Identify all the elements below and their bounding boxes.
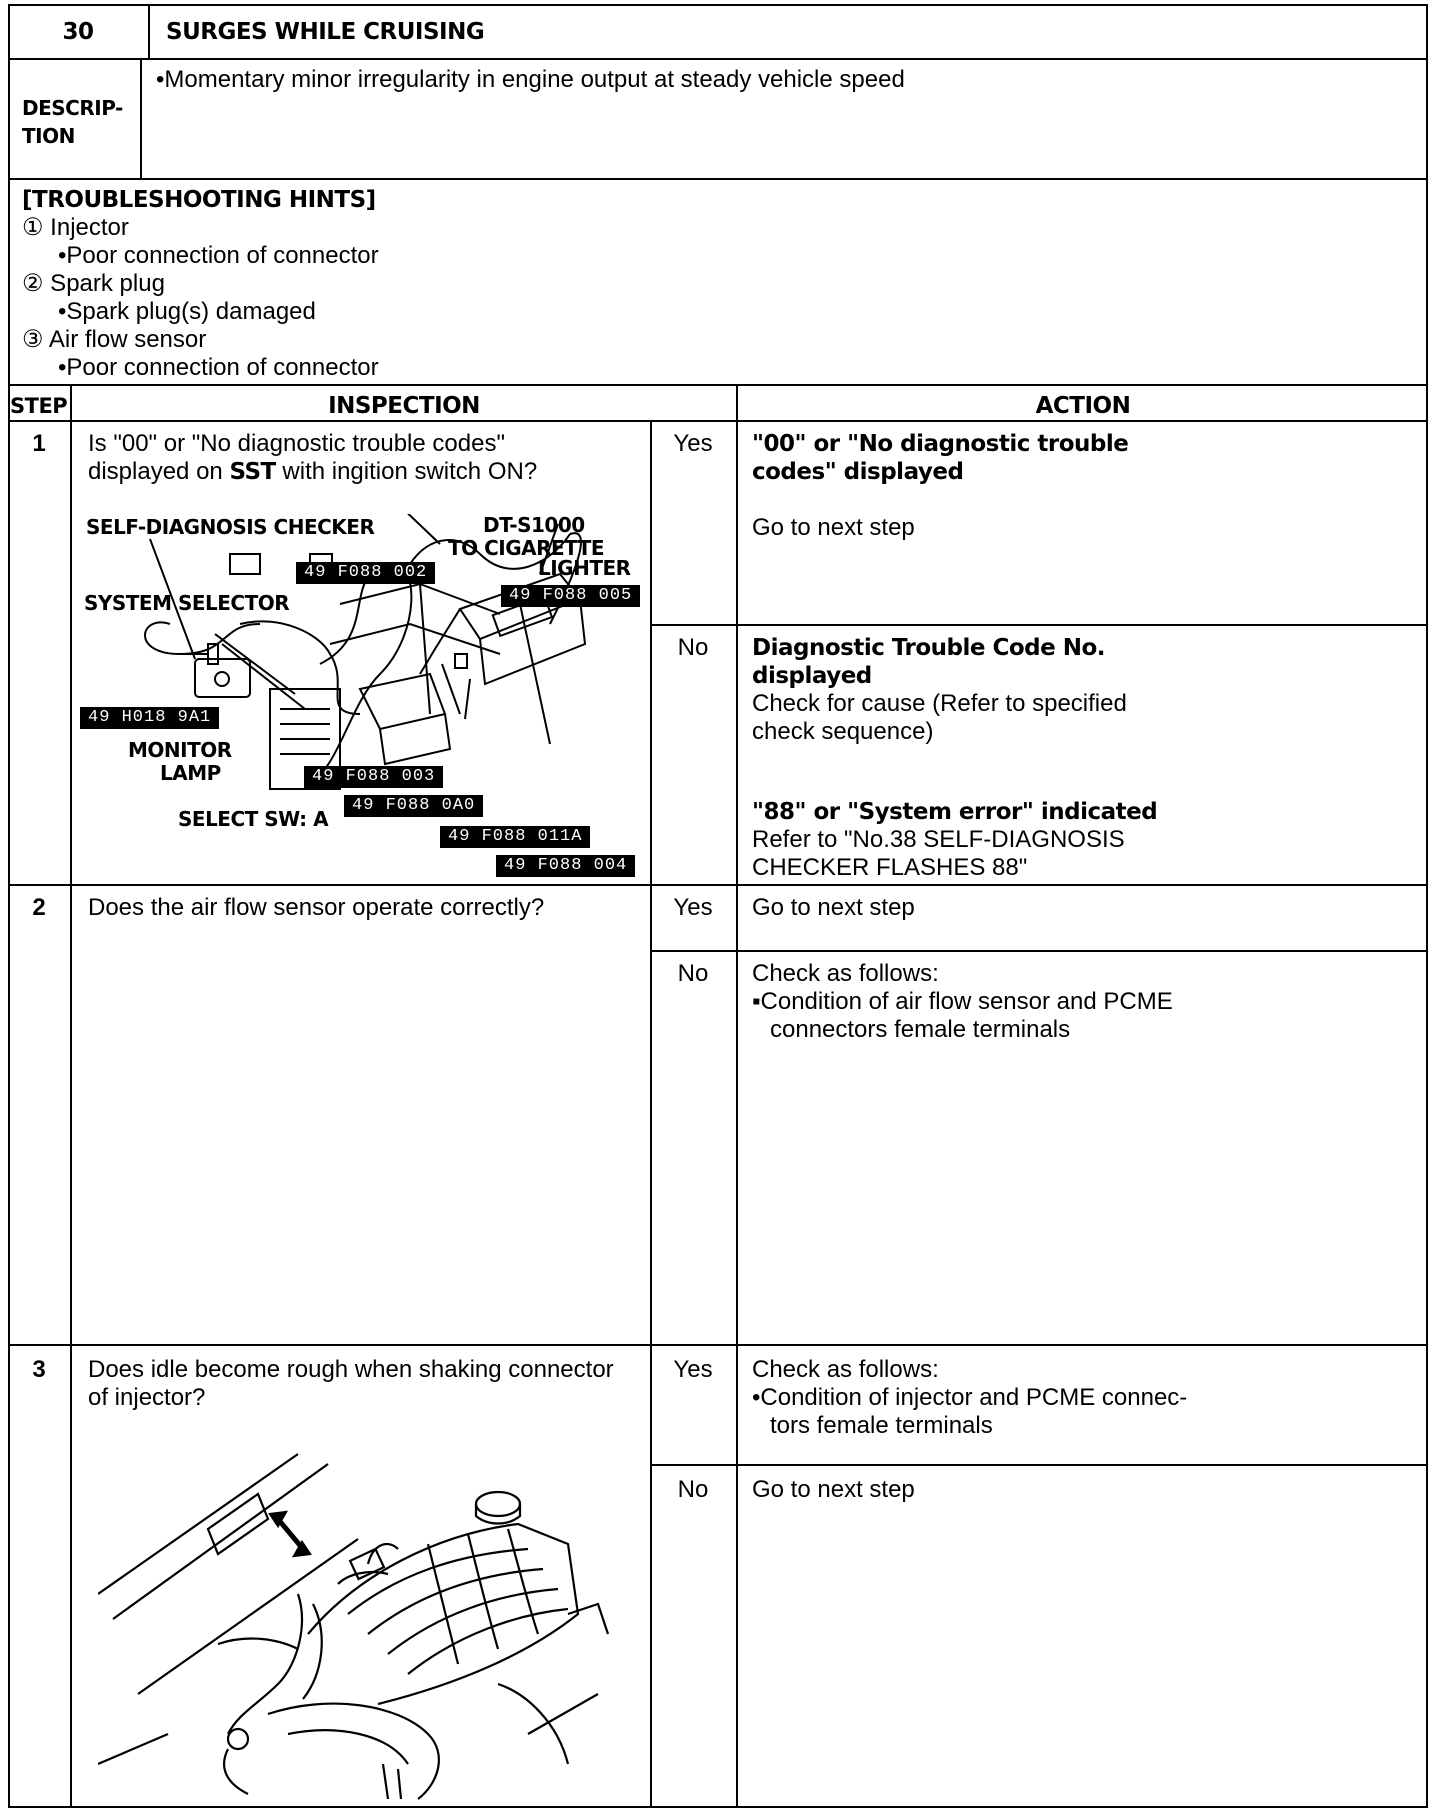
step2-no-action-line3: connectors female terminals [770, 1016, 1071, 1043]
step3-no-label: No [677, 1476, 709, 1503]
description-label-divider [140, 58, 142, 178]
step1-yesno-divider [650, 624, 1428, 626]
label-to-cigarette: TO CIGARETTE [448, 536, 605, 560]
yesno-column-divider [650, 420, 652, 1808]
step3-yes-action-line3: tors female terminals [770, 1412, 993, 1439]
step2-number: 2 [32, 894, 46, 921]
column-header-inspection: INSPECTION [328, 393, 480, 419]
step3-number: 3 [32, 1356, 46, 1383]
label-system-selector: SYSTEM SELECTOR [84, 591, 290, 615]
step1-no-action-line1: Diagnostic Trouble Code No. [752, 635, 1106, 661]
tag-49-f088-005: 49 F088 005 [501, 585, 640, 607]
hint-3-detail: •Poor connection of connector [58, 354, 379, 381]
hint-3-label: ③ Air flow sensor [22, 326, 207, 353]
column-header-action: ACTION [1035, 393, 1131, 419]
tag-49-f088-0a0: 49 F088 0A0 [344, 795, 483, 817]
header-divider [8, 58, 1428, 60]
step1-no-label: No [677, 634, 709, 661]
step3-no-action-line1: Go to next step [752, 1476, 915, 1503]
label-dt-s1000: DT-S1000 [483, 513, 585, 537]
hint-2-detail: •Spark plug(s) damaged [58, 298, 316, 325]
description-label-line1: DESCRIP- [22, 96, 123, 120]
description-text: •Momentary minor irregularity in engine output at steady vehicle speed [156, 66, 905, 93]
step2-yes-action-line1: Go to next step [752, 894, 915, 921]
step1-yes-action-line3: Go to next step [752, 514, 915, 541]
tag-49-h018-9a1: 49 H018 9A1 [80, 707, 219, 729]
step1-inspection-line1: Is "00" or "No diagnostic trouble codes" [88, 430, 505, 457]
tag-49-f088-011a: 49 F088 011A [440, 826, 590, 848]
step1-yes-action-line2: codes" displayed [752, 459, 964, 485]
label-lighter: LIGHTER [538, 556, 631, 580]
step1-inspection-line2 [88, 458, 537, 486]
table-top-border [8, 384, 1428, 386]
tag-49-f088-003: 49 F088 003 [304, 766, 443, 788]
step2-no-action-line1: Check as follows: [752, 960, 939, 987]
step3-yes-label: Yes [673, 1356, 713, 1383]
step1-no-action-line3: Check for cause (Refer to specified [752, 690, 1127, 717]
step1-yes-label: Yes [673, 430, 713, 457]
step2-no-label: No [677, 960, 709, 987]
label-select-sw: SELECT SW: A [178, 807, 329, 831]
step1-number: 1 [32, 430, 46, 457]
sst-label: SST [229, 459, 276, 485]
step2-bottom [8, 1344, 1428, 1346]
table-header-bottom [8, 420, 1428, 422]
step1-no-action-line7: CHECKER FLASHES 88" [752, 854, 1028, 881]
step1-bottom [8, 884, 1428, 886]
column-header-step: STEP [10, 394, 68, 418]
step2-inspection-line1: Does the air flow sensor operate correctly? [88, 894, 545, 921]
tag-49-f088-004: 49 F088 004 [496, 855, 635, 877]
injector-connector-engine-diagram [98, 1434, 618, 1804]
step2-no-action-line2: ▪Condition of air flow sensor and PCME [752, 988, 1173, 1015]
tag-49-f088-002: 49 F088 002 [296, 562, 435, 584]
step1-no-action-line5: "88" or "System error" indicated [752, 799, 1158, 825]
description-label-line2: TION [22, 124, 75, 148]
section-number: 30 [62, 19, 94, 45]
page-title: SURGES WHILE CRUISING [166, 19, 485, 45]
hint-2-label: ② Spark plug [22, 270, 165, 297]
inspection-column-divider [736, 384, 738, 1808]
hints-title: [TROUBLESHOOTING HINTS] [22, 187, 376, 213]
service-manual-page [8, 4, 1428, 1808]
description-divider [8, 178, 1428, 180]
step3-yes-action-line1: Check as follows: [752, 1356, 939, 1383]
step2-yesno-divider [650, 950, 1428, 952]
hint-1-label: ① Injector [22, 214, 129, 241]
label-monitor: MONITOR [128, 738, 232, 762]
step3-yesno-divider [650, 1464, 1428, 1466]
step3-yes-action-line2: •Condition of injector and PCME connec- [752, 1384, 1188, 1411]
step1-no-action-line2: displayed [752, 663, 872, 689]
step1-no-action-line6: Refer to "No.38 SELF-DIAGNOSIS [752, 826, 1125, 853]
step3-inspection-line2: of injector? [88, 1384, 206, 1411]
label-self-diagnosis-checker: SELF-DIAGNOSIS CHECKER [86, 515, 375, 539]
label-lamp: LAMP [160, 761, 221, 785]
step1-inspection-line2c: with ingition switch ON? [275, 458, 538, 485]
step-column-divider [70, 384, 72, 1808]
step2-yes-label: Yes [673, 894, 713, 921]
header-number-divider [148, 4, 150, 58]
step1-inspection-line2a: displayed on [88, 458, 230, 485]
hint-1-detail: •Poor connection of connector [58, 242, 379, 269]
step1-yes-action-line1: "00" or "No diagnostic trouble [752, 431, 1129, 457]
step1-no-action-line4: check sequence) [752, 718, 934, 745]
step3-inspection-line1: Does idle become rough when shaking connector [88, 1356, 614, 1383]
